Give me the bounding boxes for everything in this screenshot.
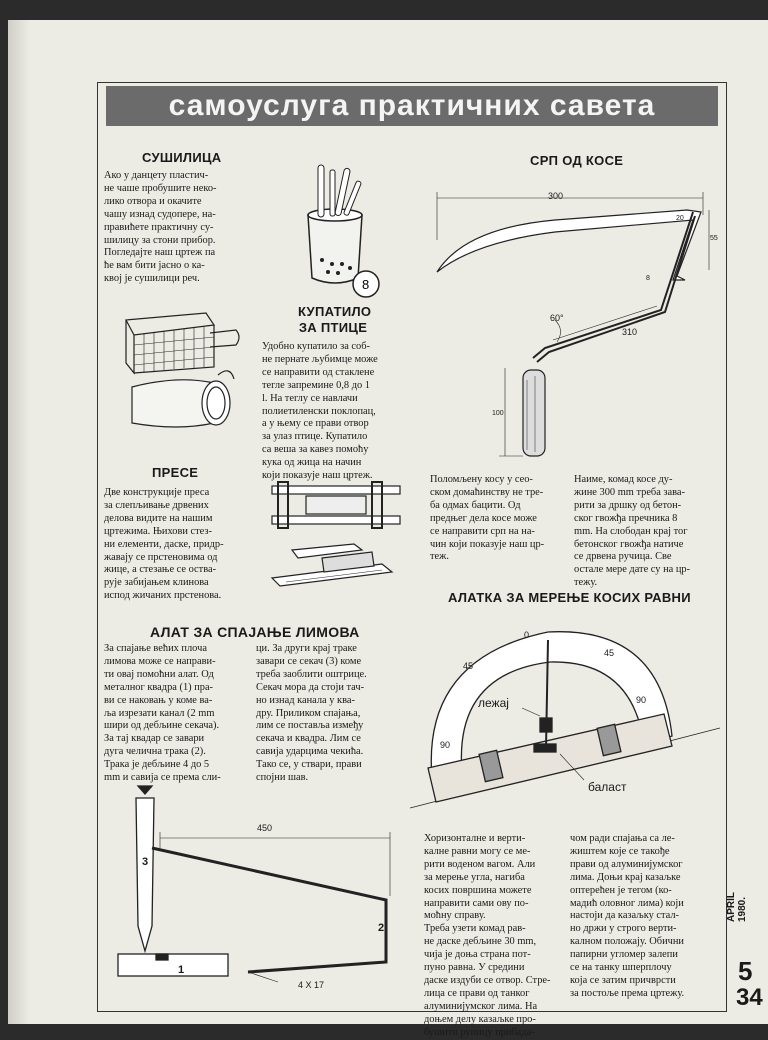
sickle-dim-300: 300 (548, 191, 564, 201)
sheet-tool-part-3: 3 (142, 856, 149, 868)
sheet-tool-illustration (108, 776, 408, 991)
dryer-heading: СУШИЛИЦА (142, 150, 222, 165)
bird-bath-illustration (118, 305, 246, 435)
svg-text:8: 8 (362, 277, 370, 292)
slope-scale-90-left: 90 (440, 740, 451, 750)
sickle-heading: СРП ОД КОСЕ (530, 153, 624, 168)
sheet-tool-part-1: 1 (178, 964, 185, 976)
slope-label-bearing: лежај (478, 696, 509, 710)
sickle-text-left: Поломљену косу у сео- ском домаћинству не тре- ба одмах бацити. Од предњег дела косе може се направити срп на на- чин који показује наш цр- теж. (430, 474, 545, 563)
issue-mark: 5 (738, 956, 753, 986)
sickle-text-right: Наиме, комад косе ду- жине 300 mm треба зава- рити за дршку од бетон- ског гвожђа пречника 8 mm. На слободан крај тог бетонског гвожђа натиче се дрвена ручица. Све остале мере дате су на цр- тежу. (574, 474, 691, 589)
sickle-dim-55: 55 (710, 235, 718, 242)
page-banner: самоуслуга практичних савета (106, 86, 718, 126)
slope-scale-0: 0 (524, 630, 530, 640)
slope-tool-text-col2: чом ради спајања са ле- жиштем које се такође прави од алуминијумског лима. Доњи крај казаљке оптерећен је тегом (ко- мадић оловног лима) који настоји да казаљку стал- но држи у строго верти- калном положају. Обични папирни угломер залепи се на танку шперплочу која се затим причврсти за постоље према цртежу. (570, 833, 685, 999)
slope-scale-90-right: 90 (636, 695, 647, 705)
bird-bath-heading-line1: КУПАТИЛО (298, 304, 372, 319)
page-edge (8, 20, 30, 1024)
dryer-text: Ако у данцету пластич- не чаше пробушите неко- лико отвора и окачите чашу изнад судопере, на- правићете практичну су- шилицу за стони прибор. Погледајте наш цртеж па ће вам бити јасно о ка- квој је сушилици реч. (104, 170, 217, 285)
sheet-tool-heading: АЛАТ ЗА СПАЈАЊЕ ЛИМОВА (150, 624, 360, 640)
slope-tool-heading: АЛАТКА ЗА МЕРЕЊЕ КОСИХ РАВНИ (448, 590, 691, 605)
sheet-tool-dim-450: 450 (257, 823, 273, 833)
presses-text: Две конструкције преса за слепљивање дрвених делова видите на нашим цртежима. Њихови стез- ни елементи, даске, придр- жавају се прстеновима од жице, а стезање се оства- рује забијањем клинова испод жичаних прстенова. (104, 487, 224, 602)
sickle-illustration (425, 180, 725, 470)
issue-date: APRIL 1980. (726, 892, 748, 922)
cutlery-dryer-illustration (300, 160, 390, 300)
bird-bath-text: Удобно купатило за соб- не пернате љубимце може се направити од стаклене тегле запремине 0,8 до 1 l. На теглу се навлачи полиетиленски поклопац, а у њему се прави отвор за улаз птице. Купатило са веша за кавез помоћу кука од жица на начин који показује наш цртеж. (262, 341, 378, 482)
slope-label-ballast: баласт (588, 780, 627, 794)
sickle-angle-60: 60° (550, 313, 564, 323)
sickle-dim-20: 20 (676, 215, 684, 222)
sickle-dim-8: 8 (646, 275, 650, 282)
sickle-dim-100: 100 (492, 410, 504, 417)
slope-tool-illustration (410, 618, 720, 818)
sheet-tool-text-col2: ци. За други крај траке завари се секач (3) коме треба заоблити оштрице. Секач мора да стоји тач- но изнад канала у ква- дру. Приликом спајања, лим се поставља између секача и квадра. Лим се савија ударцима чекића. Тако се, у ствари, прави спојни шав. (256, 643, 367, 784)
slope-scale-45-left: 45 (463, 661, 474, 671)
slope-tool-text-col1: Хоризонталне и верти- калне равни могу се ме- рити воденом вагом. Али за мерење угла, нагиба косих површина можете направити сами ову по- моћну справу. Треба узети комад рав- не даске дебљине 30 mm, чија је доња страна пот- пуно равна. У средини даске издуби се отвор. Стре- лица се прави од танког алуминијумског лима. На доњем делу казаљке про- бушити рупицу прибада- (424, 833, 551, 1038)
page-number: 34 (736, 984, 763, 1011)
slope-scale-45-right: 45 (604, 648, 615, 658)
sheet-tool-dim-4x17: 4 X 17 (298, 980, 325, 990)
presses-illustration (262, 478, 412, 604)
presses-heading: ПРЕСЕ (152, 465, 199, 480)
bird-bath-heading-line2: ЗА ПТИЦЕ (298, 320, 368, 335)
sickle-dim-310: 310 (622, 327, 638, 337)
sheet-tool-part-2: 2 (378, 922, 385, 934)
sheet-tool-text-col1: За спајање већих плоча лимова може се направи- ти овај помоћни алат. Од металног квадра (1) пра- ви се наковањ у коме ва- ља изрезати канал (2 mm шири од дебљине секача). За тај квадар се завари дуга челична трака (2). Трака је дебљине 4 до 5 mm и савија се према сли- (104, 643, 221, 784)
